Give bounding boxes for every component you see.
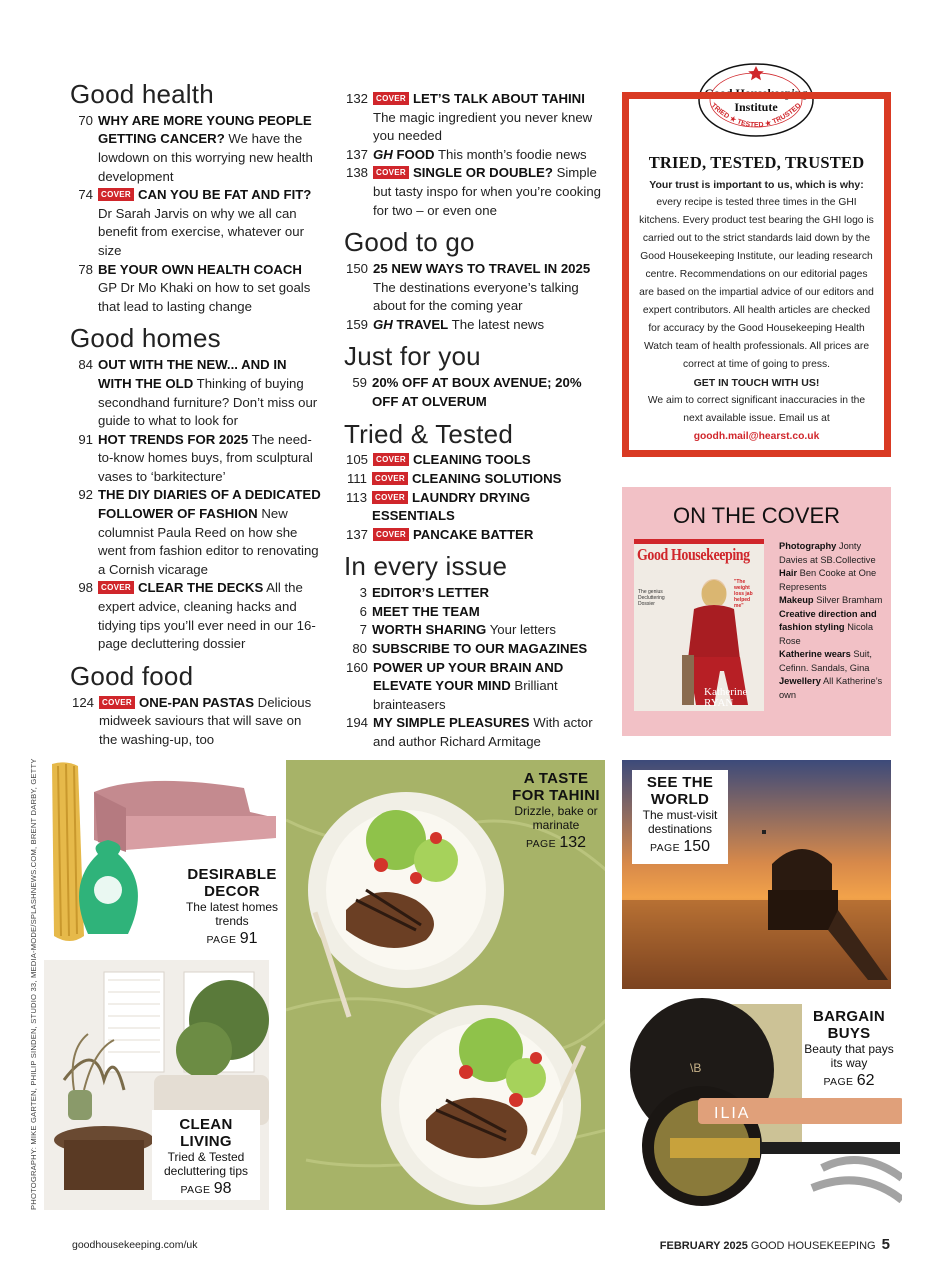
item-headline: SUBSCRIBE TO OUR MAGAZINES [372, 641, 588, 657]
cover-tag: COVER [98, 188, 134, 201]
bargain-heading: BARGAIN BUYS [812, 1008, 886, 1042]
credit-line [779, 608, 887, 649]
credit-value: Suit, Cefinn. Sandals, Gina [779, 649, 873, 673]
section-heading: In every issue [344, 551, 508, 582]
item-headline: 25 NEW WAYS TO TRAVEL IN 2025 [373, 261, 591, 277]
item-page-number: 92 [78, 487, 93, 503]
contents-item[interactable] [346, 640, 608, 659]
item-headline: 20% OFF AT BOUX AVENUE; 20% OFF AT OLVERUM [372, 375, 582, 409]
decor-sub: The latest homes trends [185, 900, 279, 928]
item-page-number: 150 [346, 261, 369, 277]
item-text [99, 694, 322, 750]
ghi-email-link[interactable]: goodh.mail@hearst.co.uk [693, 431, 820, 442]
contents-item[interactable] [346, 714, 608, 751]
item-headline: OUT WITH THE NEW... AND IN WITH THE OLD [98, 357, 287, 391]
contents-item[interactable] [346, 584, 608, 603]
ghi-contact-heading: GET IN TOUCH WITH US! [693, 377, 820, 389]
section-heading: Tried & Tested [344, 418, 513, 449]
item-page-number: 84 [78, 357, 93, 373]
item-page-number: 70 [78, 112, 93, 128]
contents-section [346, 228, 608, 334]
item-headline: MY SIMPLE PLEASURES [373, 715, 530, 731]
item-description: Dr Sarah Jarvis on why we all can benefit from exercise, whatever our size [98, 205, 304, 259]
tile-clean-living[interactable] [44, 960, 269, 1210]
item-description: The magic ingredient you never knew you needed [373, 109, 593, 144]
contents-section [72, 80, 322, 316]
cover-tag: COVER [373, 92, 409, 105]
item-text [98, 261, 322, 317]
item-page-number: 137 [346, 146, 369, 162]
cover-tag: COVER [99, 696, 135, 709]
item-headline: LAUNDRY DRYING ESSENTIALS [372, 489, 531, 524]
item-description: The latest news [448, 316, 545, 332]
tried-tested-trusted-box [622, 92, 891, 457]
item-description: We have the lowdown on this worrying new health development [98, 131, 313, 184]
living-heading: CLEAN LIVING [179, 1116, 233, 1150]
credit-label: Jewellery [779, 676, 821, 686]
item-headline: MEET THE TEAM [372, 603, 480, 619]
item-text [373, 316, 608, 335]
cover-tag: COVER [373, 166, 409, 179]
item-headline: WORTH SHARING [372, 622, 487, 638]
item-page-number: 6 [359, 603, 367, 619]
tile-see-the-world[interactable] [622, 760, 891, 989]
footer-issue: FEBRUARY 2025 GOOD HOUSEKEEPING 5 [659, 1236, 890, 1253]
cover-name: Katherine RYAN [704, 686, 748, 709]
photo-credit: PHOTOGRAPHY: MIKE GARTEN, PHILIP SINDEN, STUDIO 33, MEDIA-MODE/SPLASHNEWS.COM, BRENT DARBY, GETTY [29, 758, 38, 1210]
contents-item[interactable] [72, 579, 322, 653]
page-number: 5 [881, 1236, 890, 1253]
item-text [372, 489, 608, 526]
contents-item[interactable] [72, 356, 322, 430]
item-page-number: 124 [72, 694, 95, 710]
item-description: The need-to-know homes buys, from sculptural vases to ‘barkitecture’ [98, 431, 313, 484]
item-page-number: 59 [352, 375, 367, 391]
contents-item[interactable] [346, 374, 608, 411]
living-page: PAGE 98 [180, 1180, 232, 1197]
item-page-number: 132 [346, 91, 369, 106]
contents-section [346, 420, 608, 545]
contents-section [346, 90, 608, 220]
contents-section [346, 552, 608, 751]
contents-column-middle [346, 90, 608, 760]
credit-label: Makeup [779, 595, 814, 605]
cover-masthead: Good Housekeeping [637, 545, 750, 564]
item-page-number: 91 [78, 431, 93, 447]
item-description: Brilliant brainteasers [373, 678, 558, 712]
tile-taste-for-tahini[interactable] [286, 760, 605, 1210]
item-headline: POWER UP YOUR BRAIN AND ELEVATE YOUR MIND [373, 659, 564, 694]
item-headline: THE DIY DIARIES OF A DEDICATED FOLLOWER OF FASHION [98, 487, 321, 522]
contents-item[interactable] [72, 694, 322, 750]
item-text [373, 526, 608, 545]
contents-item[interactable] [346, 659, 608, 715]
item-description: This month’s foodie news [434, 146, 587, 162]
world-heading: SEE THE WORLD [646, 774, 714, 808]
item-description: The destinations everyone’s talking about for the coming year [373, 279, 579, 314]
item-text [372, 470, 608, 489]
section-heading: Good health [70, 79, 214, 109]
tile-desirable-decor[interactable] [44, 758, 284, 954]
item-headline: BE YOUR OWN HEALTH COACH [98, 261, 302, 277]
gh-mark: GH [373, 146, 393, 162]
item-page-number: 105 [346, 452, 369, 468]
credit-line [779, 540, 887, 567]
item-page-number: 159 [346, 316, 369, 332]
item-text [373, 146, 608, 165]
item-page-number: 160 [346, 659, 369, 675]
contents-section [72, 324, 322, 653]
bargain-sub: Beauty that pays its way [804, 1042, 894, 1070]
tahini-page: PAGE 132 [525, 834, 587, 851]
item-headline: ONE-PAN PASTAS [138, 694, 254, 710]
credit-value: All Katherine’s own [779, 676, 883, 700]
contents-item[interactable] [72, 486, 322, 579]
item-text [373, 714, 608, 751]
contents-item[interactable] [346, 260, 608, 316]
cover-tag: COVER [373, 528, 409, 541]
item-text [373, 659, 608, 715]
cover-credits [779, 540, 887, 702]
tahini-sub: Drizzle, bake or marinate [514, 804, 598, 832]
ghi-body: every recipe is tested three times in the GHI kitchens. Every product test bearing the GHI logo is carried out to the strict standards laid down by the Good Housekeeping Institute, our leading research centre. Recommendations on our editorial pages are based on the impartial advice of our editors and expert contributors. All health articles are checked for accuracy by the Good Housekeeping Health Watch team of health professionals. All prices are correct at time of going to press. [639, 197, 874, 370]
contents-section [72, 662, 322, 750]
item-headline: HOT TRENDS FOR 2025 [98, 431, 249, 447]
item-headline: FOOD [396, 146, 435, 162]
svg-text:ILIA: ILIA [714, 1105, 751, 1122]
item-text [373, 260, 608, 316]
item-page-number: 111 [346, 470, 367, 486]
item-page-number: 3 [359, 585, 367, 601]
item-text [98, 579, 322, 653]
svg-text:TRIED ★ TESTED ★ TRUSTED: TRIED ★ TESTED ★ TRUSTED [709, 102, 803, 130]
contents-item[interactable] [346, 90, 608, 146]
item-headline: WHY ARE MORE YOUNG PEOPLE GETTING CANCER? [98, 112, 312, 147]
item-page-number: 80 [352, 641, 367, 657]
credit-label: Hair [779, 568, 798, 578]
decor-page: PAGE 91 [206, 930, 258, 947]
item-description: With actor and author Richard Armitage [373, 715, 593, 749]
credit-label: Photography [779, 541, 837, 551]
item-page-number: 113 [346, 489, 368, 505]
contents-item[interactable] [72, 112, 322, 186]
item-text [98, 186, 322, 260]
item-text [98, 112, 322, 186]
credit-value: Jonty Davies at SB.Collective [779, 541, 876, 565]
item-description: Delicious midweek saviours that will save on the washing-up, too [99, 694, 312, 747]
item-headline: CLEANING SOLUTIONS [411, 470, 562, 486]
credit-value: Silver Bramham [813, 595, 883, 605]
contents-item[interactable] [72, 261, 322, 317]
item-description: New columnist Paula Reed on how she went from fashion editor to renovating a Cornish vicarage [98, 506, 319, 577]
item-description: Thinking of buying secondhand furniture? Don’t miss our guide to what to look for [98, 375, 318, 429]
item-text [373, 90, 608, 146]
item-text [98, 486, 322, 579]
credit-value: Nicola Rose [779, 622, 874, 646]
item-headline: CLEAR THE DECKS [137, 580, 264, 596]
contents-item[interactable] [72, 431, 322, 487]
section-heading: Just for you [344, 341, 481, 372]
item-text [372, 621, 608, 640]
cover-tag: COVER [373, 453, 409, 466]
item-page-number: 138 [346, 165, 369, 181]
credit-label: Creative direction and fashion styling [779, 608, 877, 632]
item-text [373, 451, 608, 470]
item-headline: LET’S TALK ABOUT TAHINI [412, 91, 585, 106]
item-text [98, 431, 322, 487]
footer-url[interactable]: goodhousekeeping.com/uk [72, 1239, 198, 1251]
world-page: PAGE 150 [649, 838, 711, 855]
credit-line [779, 675, 887, 702]
item-headline: TRAVEL [396, 316, 449, 332]
contents-item[interactable] [72, 186, 322, 260]
item-text [373, 164, 608, 220]
contents-item[interactable] [346, 489, 608, 526]
item-headline: CAN YOU BE FAT AND FIT? [137, 187, 312, 203]
tile-bargain-buys[interactable] [622, 998, 902, 1210]
item-description: GP Dr Mo Khaki on how to set goals that lead to lasting change [98, 280, 311, 314]
cover-tag: COVER [98, 581, 134, 594]
item-page-number: 7 [359, 622, 367, 638]
item-page-number: 137 [346, 526, 369, 542]
contents-item[interactable] [346, 621, 608, 640]
item-text [98, 356, 322, 430]
section-heading: Good food [70, 660, 194, 691]
item-headline: SINGLE OR DOUBLE? [412, 165, 553, 181]
item-description: All the expert advice, cleaning hacks and tidying tips you’ll ever need in our 16-page decluttering dossier [98, 580, 316, 652]
section-heading: Good homes [70, 323, 221, 354]
ghi-contact-body: We aim to correct significant inaccuracies in the next available issue. Email us at [647, 395, 866, 424]
credit-value: Ben Cooke at One Represents [779, 568, 877, 592]
item-headline: CLEANING TOOLS [412, 452, 531, 468]
contents-section [346, 342, 608, 411]
item-headline: PANCAKE BATTER [412, 526, 534, 542]
svg-text:Good Housekeeping: Good Housekeeping [704, 86, 808, 100]
tahini-heading: A TASTE FOR TAHINI [512, 770, 600, 804]
world-sub: The must-visit destinations [642, 808, 718, 836]
cover-tag: COVER [372, 491, 408, 504]
item-text [372, 640, 608, 659]
ghi-intro: Your trust is important to us, which is why: [649, 179, 864, 191]
item-text [372, 603, 608, 622]
contents-item[interactable] [346, 603, 608, 622]
cover-tag: COVER [372, 472, 408, 485]
section-heading: Good to go [344, 227, 475, 258]
contents-item[interactable] [346, 164, 608, 220]
contents-item[interactable] [346, 451, 608, 470]
contents-item[interactable] [346, 470, 608, 489]
contents-item[interactable] [346, 146, 608, 165]
item-description: Your letters [486, 622, 556, 638]
decor-heading: DESIRABLE DECOR [187, 866, 277, 900]
credit-label: Katherine wears [779, 649, 851, 659]
living-sub: Tried & Tested decluttering tips [163, 1150, 249, 1178]
credit-line [779, 567, 887, 594]
item-text [372, 584, 608, 603]
credit-line [779, 648, 887, 675]
item-page-number: 98 [78, 580, 93, 596]
item-text [372, 374, 608, 411]
contents-column-left [72, 80, 322, 757]
contents-item[interactable] [346, 316, 608, 335]
ghi-heading: TRIED, TESTED, TRUSTED [648, 153, 865, 172]
gh-mark: GH [373, 316, 393, 332]
contents-item[interactable] [346, 526, 608, 545]
bargain-page: PAGE 62 [823, 1072, 875, 1089]
cover-thumbnail[interactable]: Good Housekeeping The genius Decluttering Dossier "The weight loss jab helped me" Katherine RYAN [634, 539, 764, 711]
svg-text:Institute: Institute [734, 100, 778, 114]
credit-line [779, 594, 887, 608]
item-page-number: 78 [78, 261, 93, 277]
svg-text:\B: \B [690, 1061, 702, 1075]
item-page-number: 194 [346, 715, 369, 731]
on-the-cover-title: ON THE COVER [672, 503, 841, 528]
item-headline: EDITOR’S LETTER [372, 585, 489, 601]
item-description: Simple but tasty inspo for when you’re cooking for two – or even one [373, 165, 601, 218]
item-page-number: 74 [78, 187, 93, 203]
on-the-cover-panel [622, 487, 891, 736]
